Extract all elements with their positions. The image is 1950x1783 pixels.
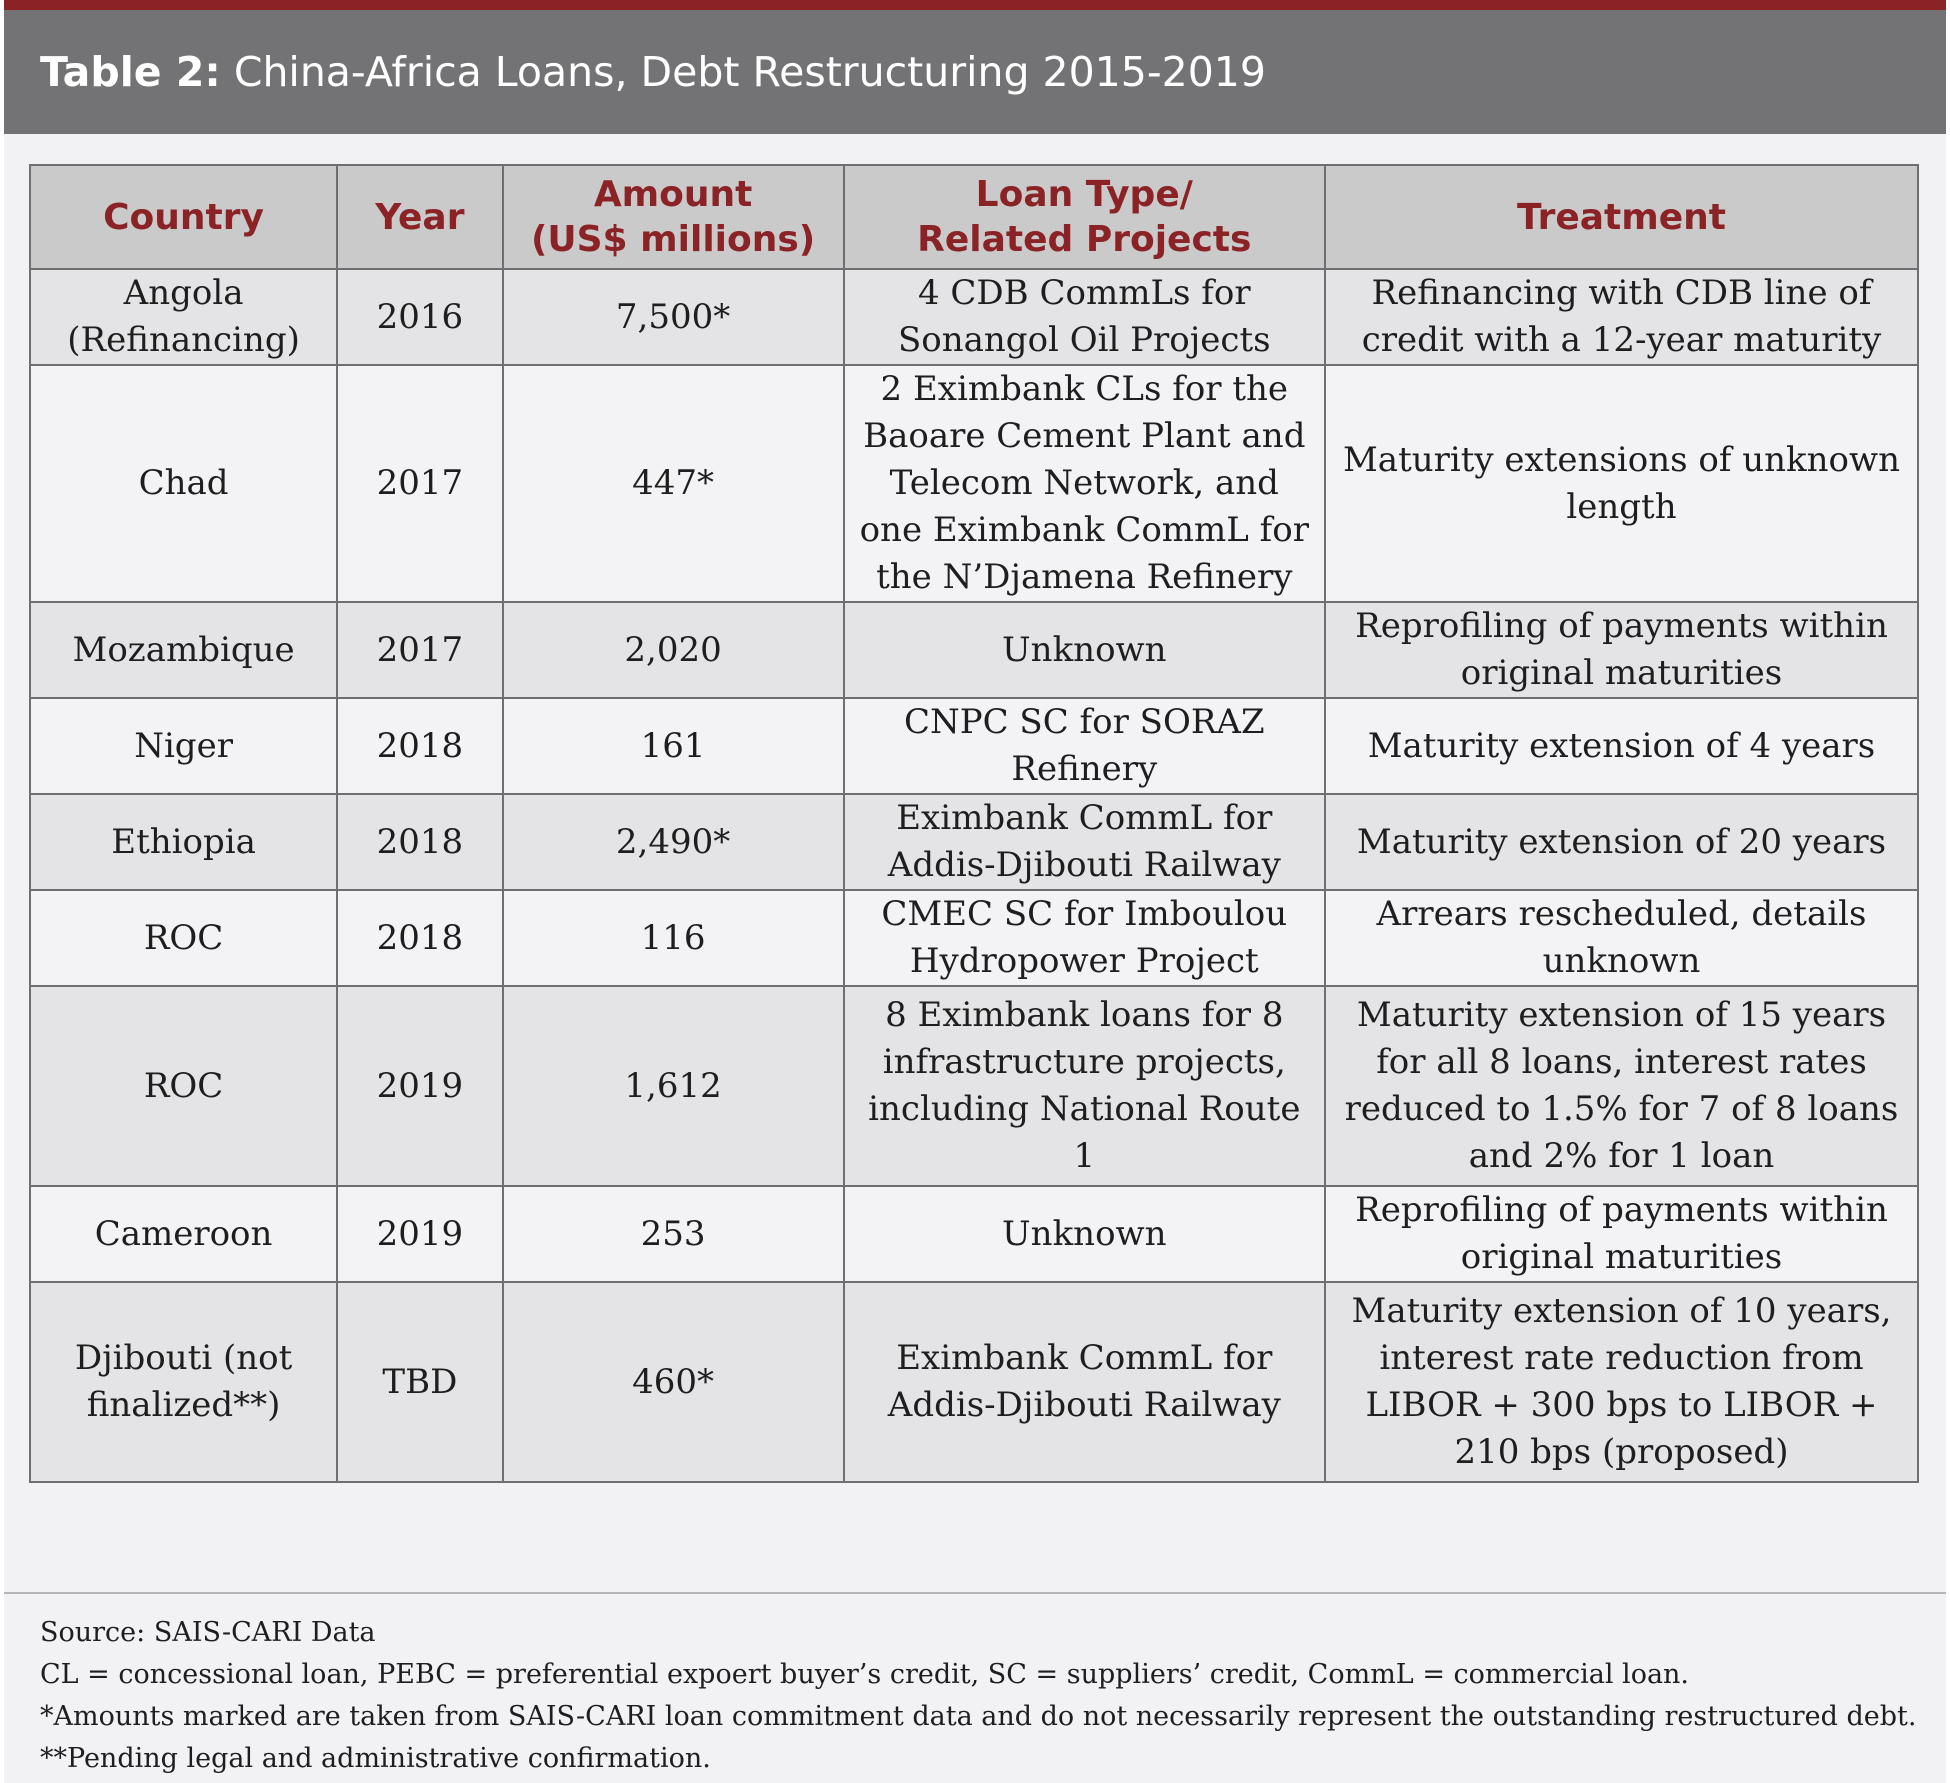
cell-treatment: Maturity extension of 15 years for all 8 loans, interest rates reduced to 1.5% for 7 of 8 loans and 2% for 1 loan <box>1325 986 1918 1186</box>
header-amount-line1: Amount <box>593 174 753 215</box>
table-row <box>30 986 1918 1186</box>
table-row <box>30 269 1918 365</box>
cell-loan: 4 CDB CommLs for Sonangol Oil Projects <box>844 269 1325 365</box>
cell-treatment: Refinancing with CDB line of credit with a 12-year maturity <box>1325 269 1918 365</box>
header-amount <box>503 165 844 269</box>
cell-country: ROC <box>30 986 337 1186</box>
header-loan-line1: Loan Type/ <box>975 174 1193 215</box>
cell-country: Angola (Refinancing) <box>30 269 337 365</box>
cell-year: 2019 <box>337 1186 502 1282</box>
source-note: Source: SAIS-CARI Data <box>40 1617 376 1648</box>
cell-amount: 2,490* <box>503 794 844 890</box>
cell-year: 2018 <box>337 794 502 890</box>
cell-year: 2017 <box>337 602 502 698</box>
table-title: China-Africa Loans, Debt Restructuring 2015-2019 <box>233 48 1266 96</box>
cell-country: Cameroon <box>30 1186 337 1282</box>
cell-amount: 447* <box>503 365 844 602</box>
title-bar <box>4 10 1946 134</box>
cell-treatment: Maturity extension of 10 years, interest rate reduction from LIBOR + 300 bps to LIBOR + 210 bps (proposed) <box>1325 1282 1918 1482</box>
cell-treatment: Reprofiling of payments within original maturities <box>1325 602 1918 698</box>
cell-year: TBD <box>337 1282 502 1482</box>
cell-year: 2016 <box>337 269 502 365</box>
cell-year: 2018 <box>337 698 502 794</box>
accent-rule <box>4 0 1946 10</box>
cell-amount: 1,612 <box>503 986 844 1186</box>
header-amount-line2: (US$ millions) <box>530 219 816 260</box>
double-asterisk-note: **Pending legal and administrative confirmation. <box>40 1743 711 1774</box>
table-row <box>30 602 1918 698</box>
cell-year: 2018 <box>337 890 502 986</box>
table-row <box>30 365 1918 602</box>
cell-loan: Unknown <box>844 602 1325 698</box>
cell-treatment: Reprofiling of payments within original maturities <box>1325 1186 1918 1282</box>
cell-country: Chad <box>30 365 337 602</box>
cell-loan: Eximbank CommL for Addis-Djibouti Railway <box>844 794 1325 890</box>
cell-country: Ethiopia <box>30 794 337 890</box>
cell-amount: 116 <box>503 890 844 986</box>
cell-loan: CNPC SC for SORAZ Refinery <box>844 698 1325 794</box>
cell-treatment: Maturity extension of 4 years <box>1325 698 1918 794</box>
cell-amount: 460* <box>503 1282 844 1482</box>
cell-year: 2017 <box>337 365 502 602</box>
table-row <box>30 1186 1918 1282</box>
cell-treatment: Maturity extensions of unknown length <box>1325 365 1918 602</box>
table-row <box>30 794 1918 890</box>
loans-table <box>29 164 1919 1483</box>
cell-amount: 7,500* <box>503 269 844 365</box>
header-loan-line2: Related Projects <box>917 219 1252 260</box>
header-year: Year <box>337 165 502 269</box>
abbreviations-note: CL = concessional loan, PEBC = preferential expoert buyer’s credit, SC = suppliers’ credit, CommL = commercial loan. <box>40 1659 1690 1690</box>
cell-amount: 2,020 <box>503 602 844 698</box>
table-row <box>30 890 1918 986</box>
header-row <box>30 165 1918 269</box>
header-loan-type <box>844 165 1325 269</box>
cell-year: 2019 <box>337 986 502 1186</box>
table-number: Table 2: <box>40 48 221 96</box>
cell-amount: 253 <box>503 1186 844 1282</box>
cell-country: Mozambique <box>30 602 337 698</box>
cell-loan: 8 Eximbank loans for 8 infrastructure projects, including National Route 1 <box>844 986 1325 1186</box>
table-notes <box>40 1612 1930 1780</box>
cell-loan: 2 Eximbank CLs for the Baoare Cement Plant and Telecom Network, and one Eximbank CommL for the N’Djamena Refinery <box>844 365 1325 602</box>
cell-treatment: Maturity extension of 20 years <box>1325 794 1918 890</box>
cell-country: ROC <box>30 890 337 986</box>
cell-treatment: Arrears rescheduled, details unknown <box>1325 890 1918 986</box>
header-treatment: Treatment <box>1325 165 1918 269</box>
cell-country: Niger <box>30 698 337 794</box>
table-row <box>30 698 1918 794</box>
document-frame <box>4 0 1946 1783</box>
cell-amount: 161 <box>503 698 844 794</box>
cell-loan: CMEC SC for Imboulou Hydropower Project <box>844 890 1325 986</box>
cell-loan: Unknown <box>844 1186 1325 1282</box>
header-country: Country <box>30 165 337 269</box>
asterisk-note: *Amounts marked are taken from SAIS-CARI loan commitment data and do not necessarily represent the outstanding restructured debt. <box>40 1701 1917 1732</box>
table-row <box>30 1282 1918 1482</box>
cell-loan: Eximbank CommL for Addis-Djibouti Railway <box>844 1282 1325 1482</box>
cell-country: Djibouti (not finalized**) <box>30 1282 337 1482</box>
notes-divider <box>4 1592 1946 1594</box>
